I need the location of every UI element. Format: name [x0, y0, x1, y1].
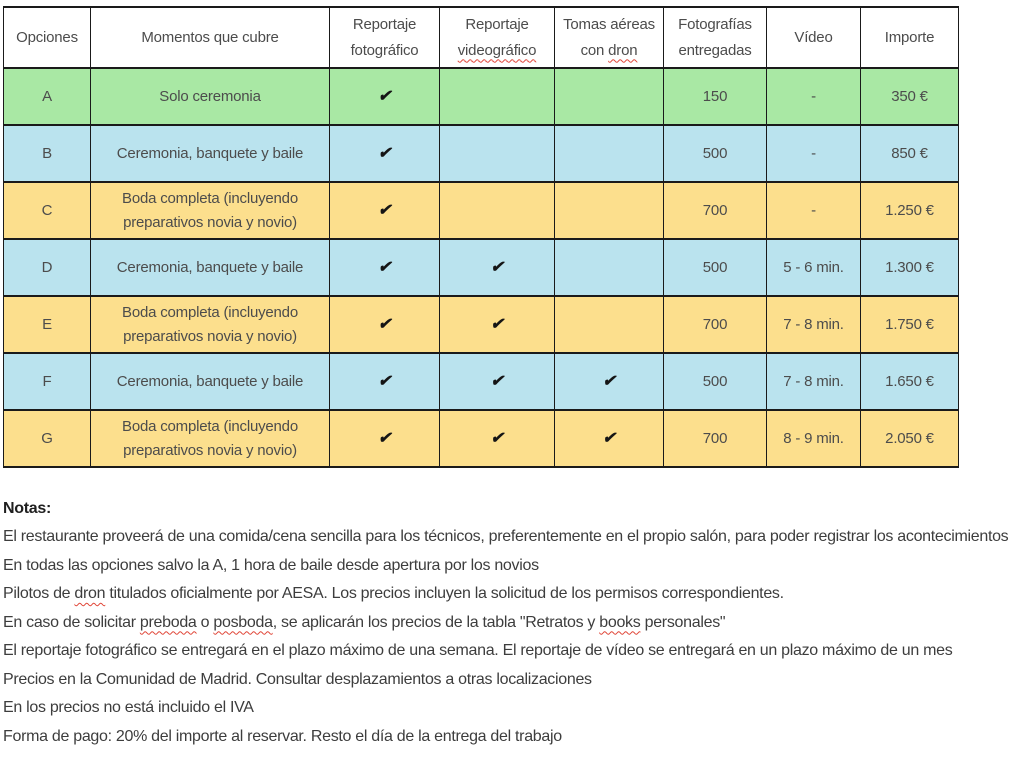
text-segment: Importe	[884, 28, 935, 46]
text-segment: El restaurante proveerá de una comida/cena sencilla para los técnicos, preferentemente en el propio salón, para poder registrar los acontecimientos	[3, 528, 1009, 545]
column-header-dron	[555, 7, 664, 68]
text-segment: Pilotos de	[3, 585, 75, 602]
cell-video	[767, 182, 861, 239]
cell-text: 8 - 9 min.	[783, 429, 844, 447]
cell-video	[767, 296, 861, 353]
cell-text: 150	[702, 87, 728, 105]
pricing-table	[3, 6, 959, 468]
checkmark-icon: ✔	[377, 258, 392, 276]
cell-reportaje-fotografico	[330, 353, 440, 410]
text-segment: Momentos que cubre	[141, 28, 279, 46]
text-segment: fotográfico	[350, 41, 419, 59]
cell-text: C	[41, 201, 53, 219]
cell-text: 700	[702, 201, 728, 219]
text-segment: Fotografías	[678, 15, 752, 33]
misspelled-word: videográfico	[457, 41, 537, 59]
note-line	[3, 552, 1024, 581]
cell-text: Ceremonia, banquete y baile	[116, 258, 304, 276]
cell-fotografias-entregadas	[664, 182, 767, 239]
text-segment: , se aplicarán los precios de la tabla "Retratos y	[272, 613, 600, 631]
cell-text: 1.250 €	[885, 201, 934, 219]
cell-option	[4, 125, 91, 182]
cell-fotografias-entregadas	[664, 353, 767, 410]
misspelled-word: dron	[74, 585, 106, 602]
column-header-video-rep	[440, 7, 555, 68]
text-segment: Vídeo	[794, 28, 833, 46]
cell-tomas-dron	[555, 182, 664, 239]
cell-reportaje-videografico	[440, 410, 555, 467]
cell-option	[4, 296, 91, 353]
cell-text: Solo ceremonia	[159, 87, 261, 105]
column-header-video	[767, 7, 861, 68]
checkmark-icon: ✔	[377, 144, 392, 162]
text-segment: Reportaje	[352, 15, 417, 33]
misspelled-word: preboda	[139, 613, 197, 631]
text-segment: El reportaje fotográfico se entregará en el plazo máximo de una semana. El reportaje de vídeo se entregará en un plazo máximo de un mes	[3, 642, 953, 659]
checkmark-icon: ✔	[377, 87, 392, 105]
cell-text: Boda completa (incluyendo	[122, 417, 298, 435]
text-segment: titulados oficialmente por AESA. Los precios incluyen la solicitud de los permisos correspondientes.	[105, 585, 784, 602]
text-segment: Precios en la Comunidad de Madrid. Consultar desplazamientos a otras localizaciones	[3, 670, 592, 688]
cell-option	[4, 410, 91, 467]
cell-momentos	[91, 125, 330, 182]
cell-reportaje-videografico	[440, 353, 555, 410]
text-segment: con	[580, 41, 609, 59]
cell-text: E	[42, 315, 52, 333]
cell-reportaje-videografico	[440, 182, 555, 239]
cell-fotografias-entregadas	[664, 68, 767, 125]
checkmark-icon: ✔	[377, 315, 392, 333]
table-row-G	[4, 410, 959, 467]
header-line	[93, 25, 327, 51]
header-line	[442, 38, 552, 64]
cell-importe	[861, 353, 959, 410]
cell-text: A	[42, 87, 52, 105]
cell-text: -	[811, 87, 816, 105]
cell-video	[767, 410, 861, 467]
cell-text: preparativos novia y novio)	[123, 327, 297, 345]
table-row-D	[4, 239, 959, 296]
cell-tomas-dron	[555, 296, 664, 353]
header-line	[332, 12, 437, 38]
column-header-fotos	[664, 7, 767, 68]
cell-text: D	[41, 258, 53, 276]
text-segment: Reportaje	[465, 15, 529, 33]
column-header-importe	[861, 7, 959, 68]
cell-importe	[861, 68, 959, 125]
cell-text: 700	[702, 429, 728, 447]
cell-option	[4, 353, 91, 410]
cell-fotografias-entregadas	[664, 410, 767, 467]
checkmark-icon: ✔	[490, 315, 504, 333]
text-segment: o	[196, 613, 214, 631]
cell-text: 2.050 €	[885, 429, 934, 447]
column-header-foto	[330, 7, 440, 68]
note-line	[3, 609, 1024, 638]
cell-text: 500	[702, 144, 728, 162]
document-page	[0, 6, 1024, 759]
cell-text: Boda completa (incluyendo	[122, 189, 298, 207]
cell-importe	[861, 239, 959, 296]
cell-text: B	[42, 144, 52, 162]
header-line	[666, 12, 764, 38]
table-row-B	[4, 125, 959, 182]
misspelled-word: posboda	[213, 613, 273, 631]
misspelled-word: books	[599, 613, 641, 631]
checkmark-icon: ✔	[490, 429, 504, 447]
text-segment: Opciones	[16, 28, 78, 46]
cell-importe	[861, 125, 959, 182]
cell-text: 850 €	[891, 144, 928, 162]
header-line	[769, 25, 858, 51]
cell-reportaje-fotografico	[330, 68, 440, 125]
cell-reportaje-fotografico	[330, 182, 440, 239]
cell-reportaje-fotografico	[330, 239, 440, 296]
text-segment: personales"	[640, 613, 726, 631]
table-row-C	[4, 182, 959, 239]
cell-text: 1.300 €	[885, 258, 934, 276]
notes-lines	[3, 523, 1024, 751]
cell-option	[4, 68, 91, 125]
header-line	[6, 25, 88, 51]
table-header-row	[4, 7, 959, 68]
cell-option	[4, 239, 91, 296]
cell-importe	[861, 410, 959, 467]
pricing-table-body	[4, 68, 959, 467]
cell-momentos	[91, 410, 330, 467]
header-line	[666, 38, 764, 64]
cell-text: F	[42, 372, 52, 390]
misspelled-word: dron	[608, 41, 638, 59]
note-line	[3, 580, 1024, 609]
checkmark-icon: ✔	[377, 201, 392, 219]
header-line	[332, 38, 437, 64]
cell-importe	[861, 296, 959, 353]
notes-section	[3, 495, 1024, 751]
text-segment: En todas las opciones salvo la A, 1 hora de baile desde apertura por los novios	[3, 556, 539, 574]
cell-option	[4, 182, 91, 239]
cell-text: 500	[702, 258, 728, 276]
text-segment: Forma de pago: 20% del importe al reservar. Resto el día de la entrega del trabajo	[3, 727, 562, 745]
note-line	[3, 637, 1024, 666]
checkmark-icon: ✔	[602, 429, 616, 447]
cell-text: preparativos novia y novio)	[123, 213, 297, 231]
cell-text: Boda completa (incluyendo	[122, 303, 298, 321]
cell-importe	[861, 182, 959, 239]
header-line	[442, 12, 552, 38]
cell-text: Ceremonia, banquete y baile	[116, 372, 304, 390]
note-line	[3, 666, 1024, 695]
cell-text: -	[811, 201, 816, 219]
cell-reportaje-fotografico	[330, 410, 440, 467]
table-row-E	[4, 296, 959, 353]
cell-momentos	[91, 68, 330, 125]
text-segment: Tomas aéreas	[563, 15, 655, 33]
header-line	[863, 25, 956, 51]
header-line	[557, 38, 661, 64]
checkmark-icon: ✔	[377, 372, 392, 390]
note-line	[3, 694, 1024, 723]
notes-title: Notas:	[3, 500, 51, 517]
cell-tomas-dron	[555, 68, 664, 125]
cell-video	[767, 239, 861, 296]
cell-tomas-dron	[555, 125, 664, 182]
cell-text: 1.650 €	[885, 372, 934, 390]
text-segment: En caso de solicitar	[3, 613, 140, 631]
cell-text: 7 - 8 min.	[783, 372, 844, 390]
checkmark-icon: ✔	[377, 429, 392, 447]
cell-momentos	[91, 296, 330, 353]
cell-reportaje-videografico	[440, 68, 555, 125]
checkmark-icon: ✔	[490, 258, 504, 276]
note-line	[3, 523, 1024, 552]
cell-tomas-dron	[555, 353, 664, 410]
header-line	[557, 12, 661, 38]
cell-video	[767, 68, 861, 125]
cell-text: preparativos novia y novio)	[123, 441, 297, 459]
cell-video	[767, 125, 861, 182]
cell-momentos	[91, 353, 330, 410]
cell-text: Ceremonia, banquete y baile	[116, 144, 304, 162]
checkmark-icon: ✔	[490, 372, 504, 390]
cell-reportaje-fotografico	[330, 125, 440, 182]
cell-fotografias-entregadas	[664, 296, 767, 353]
text-segment: entregadas	[678, 41, 752, 59]
column-header-momentos	[91, 7, 330, 68]
cell-reportaje-videografico	[440, 239, 555, 296]
cell-tomas-dron	[555, 410, 664, 467]
cell-reportaje-videografico	[440, 296, 555, 353]
cell-reportaje-videografico	[440, 125, 555, 182]
cell-momentos	[91, 239, 330, 296]
cell-reportaje-fotografico	[330, 296, 440, 353]
cell-tomas-dron	[555, 239, 664, 296]
cell-text: 700	[702, 315, 728, 333]
note-line	[3, 723, 1024, 752]
cell-momentos	[91, 182, 330, 239]
column-header-option	[4, 7, 91, 68]
cell-text: 1.750 €	[885, 315, 934, 333]
cell-text: 5 - 6 min.	[783, 258, 844, 276]
table-row-A	[4, 68, 959, 125]
cell-video	[767, 353, 861, 410]
cell-fotografias-entregadas	[664, 239, 767, 296]
cell-text: 350 €	[891, 87, 928, 105]
cell-fotografias-entregadas	[664, 125, 767, 182]
cell-text: 7 - 8 min.	[783, 315, 844, 333]
cell-text: 500	[702, 372, 728, 390]
cell-text: G	[41, 429, 53, 447]
cell-text: -	[811, 144, 816, 162]
checkmark-icon: ✔	[602, 372, 616, 390]
table-row-F	[4, 353, 959, 410]
text-segment: En los precios no está incluido el IVA	[3, 699, 254, 716]
